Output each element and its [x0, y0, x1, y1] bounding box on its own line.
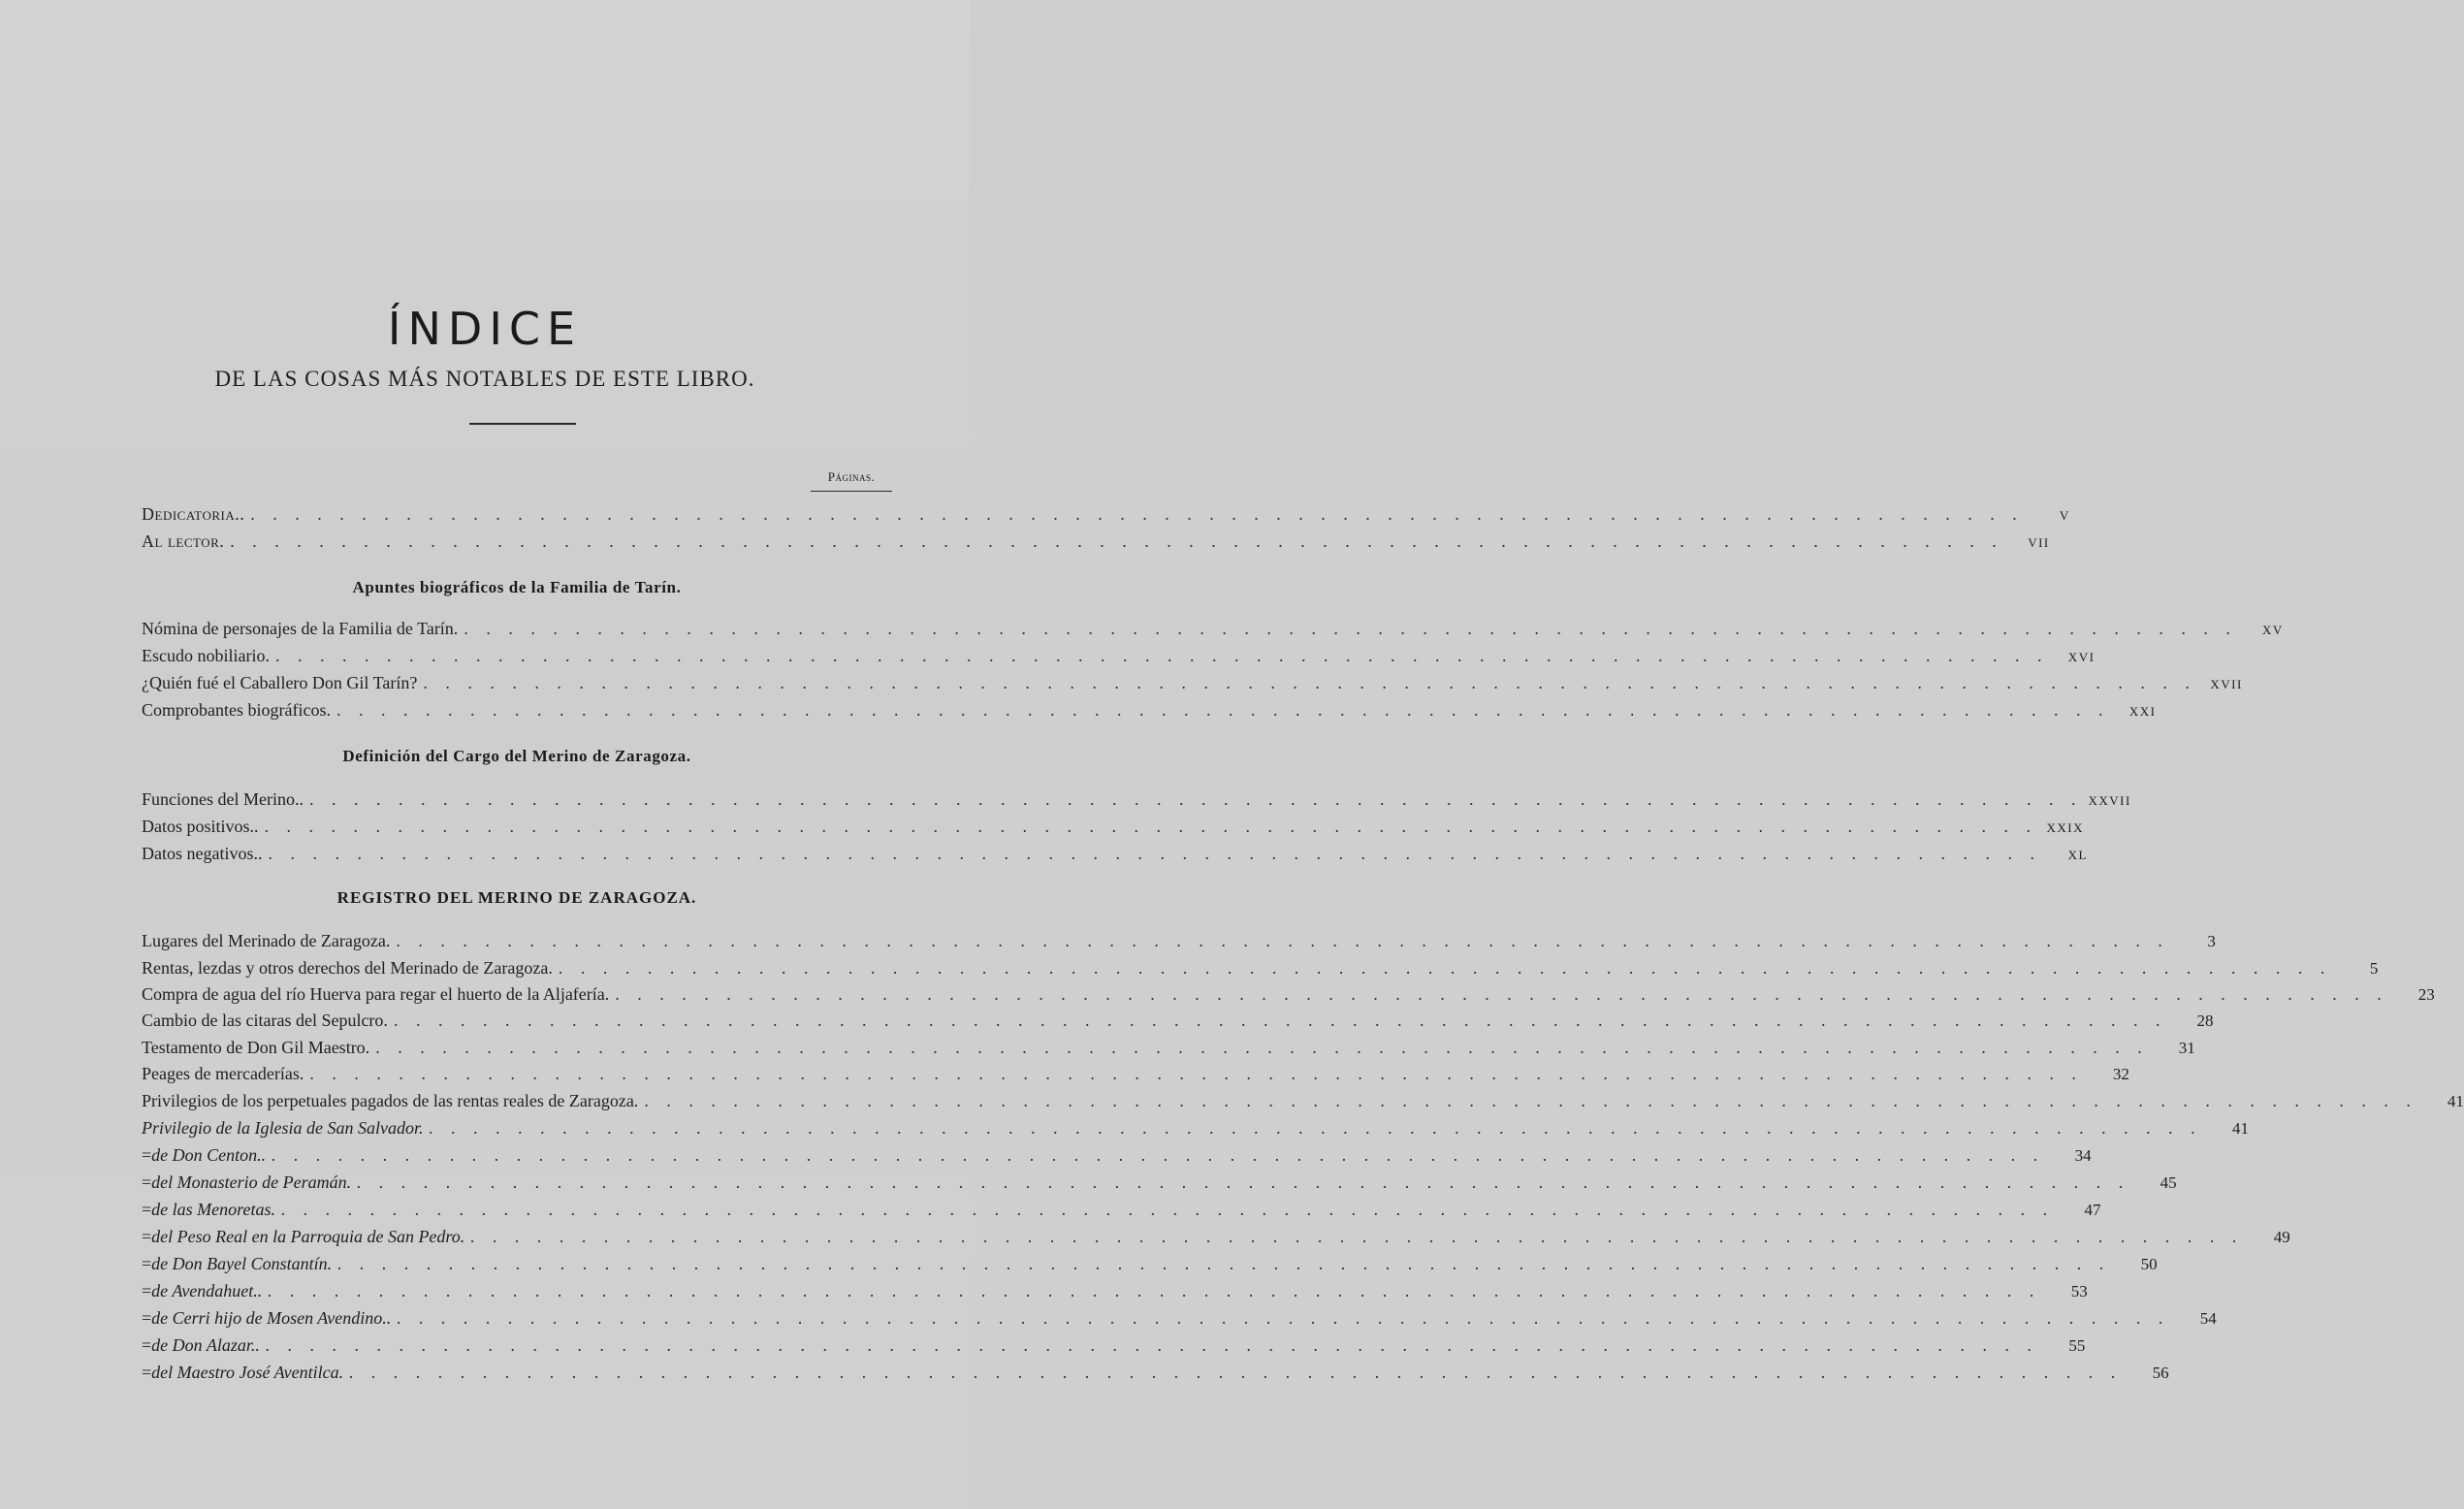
entry-title: Cambio de las citaras del Sepulcro. [142, 1011, 388, 1030]
entry-title: de Don Bayel Constantín. [151, 1254, 333, 1273]
toc-entry [142, 673, 2243, 698]
toc-entry [142, 646, 2096, 671]
page-title: ÍNDICE [387, 303, 583, 355]
entry-page: XXI [2128, 704, 2157, 719]
dot-leader: . . . . . . . . . . . . . . . . . . . . . . . . . . . . . . . . . . . . . . . . . . . . . . . . . . . . . . . . . . . . . . . . . . . . . . . . . . . . . . . . [250, 504, 2024, 524]
dot-leader: . . . . . . . . . . . . . . . . . . . . . . . . . . . . . . . . . . . . . . . . . . . . . . . . . . . . . . . . . . . . . . . . . . . . . . . . . . . . . . . . [272, 1145, 2045, 1165]
dot-leader: . . . . . . . . . . . . . . . . . . . . . . . . . . . . . . . . . . . . . . . . . . . . . . . . . . . . . . . . . . . . . . . . . . . . . . . . . . . . . . . . [393, 1011, 2167, 1030]
toc-entry [142, 1011, 2214, 1036]
entry-page: 47 [2084, 1201, 2101, 1219]
dot-leader: . . . . . . . . . . . . . . . . . . . . . . . . . . . . . . . . . . . . . . . . . . . . . . . . . . . . . . . . . . . . . . . . . . . . . . . . . . . . . . . . [470, 1227, 2244, 1246]
ditto-mark: = [142, 1227, 152, 1246]
dot-leader: . . . . . . . . . . . . . . . . . . . . . . . . . . . . . . . . . . . . . . . . . . . . . . . . . . . . . . . . . . . . . . . . . . . . . . . . . . . . . . . . [337, 1254, 2111, 1273]
dot-leader: . . . . . . . . . . . . . . . . . . . . . . . . . . . . . . . . . . . . . . . . . . . . . . . . . . . . . . . . . . . . . . . . . . . . . . . . . . . . . . . . [280, 1200, 2055, 1219]
ditto-mark: = [142, 1200, 152, 1219]
entry-title: de Don Alazar.. [151, 1335, 260, 1355]
entry-page: V [2059, 508, 2070, 523]
dot-leader: . . . . . . . . . . . . . . . . . . . . . . . . . . . . . . . . . . . . . . . . . . . . . . . . . . . . . . . . . . . . . . . . . . . . . . . . . . . . . . . . [268, 1281, 2041, 1300]
toc-entry [142, 789, 2131, 815]
toc-entry [142, 619, 2284, 644]
toc-entry [142, 931, 2216, 956]
dot-leader: . . . . . . . . . . . . . . . . . . . . . . . . . . . . . . . . . . . . . . . . . . . . . . . . . . . . . . . . . . . . . . . . . . . . . . . . . . . . . . . . [349, 1363, 2123, 1382]
toc-entry [142, 1064, 2129, 1089]
ditto-mark: = [142, 1308, 152, 1328]
pages-column-header: Páginas. [811, 469, 892, 492]
dot-leader: . . . . . . . . . . . . . . . . . . . . . . . . . . . . . . . . . . . . . . . . . . . . . . . . . . . . . . . . . . . . . . . . . . . . . . . . . . . . . . . . [558, 958, 2332, 978]
dot-leader: . . . . . . . . . . . . . . . . . . . . . . . . . . . . . . . . . . . . . . . . . . . . . . . . . . . . . . . . . . . . . . . . . . . . . . . . . . . . . . . . [464, 619, 2237, 638]
entry-title: Datos positivos.. [142, 817, 259, 836]
entry-title: del Monasterio de Peramán. [151, 1172, 352, 1192]
dot-leader: . . . . . . . . . . . . . . . . . . . . . . . . . . . . . . . . . . . . . . . . . . . . . . . . . . . . . . . . . . . . . . . . . . . . . . . . . . . . . . . . [397, 1308, 2170, 1328]
ditto-mark: = [142, 1172, 152, 1192]
entry-page: 5 [2369, 959, 2379, 978]
toc-entry [142, 1172, 2177, 1198]
entry-page: 23 [2417, 985, 2435, 1004]
entry-title: Dedicatoria.. [142, 504, 245, 524]
dot-leader: . . . . . . . . . . . . . . . . . . . . . . . . . . . . . . . . . . . . . . . . . . . . . . . . . . . . . . . . . . . . . . . . . . . . . . . . . . . . . . . . [308, 789, 2083, 809]
entry-title: Rentas, lezdas y otros derechos del Merinado de Zaragoza. [142, 958, 553, 978]
toc-entry [142, 1363, 2169, 1388]
entry-page: XV [2262, 623, 2284, 637]
dot-leader: . . . . . . . . . . . . . . . . . . . . . . . . . . . . . . . . . . . . . . . . . . . . . . . . . . . . . . . . . . . . . . . . . . . . . . . . . . . . . . . . [265, 1335, 2039, 1355]
dot-leader: . . . . . . . . . . . . . . . . . . . . . . . . . . . . . . . . . . . . . . . . . . . . . . . . . . . . . . . . . . . . . . . . . . . . . . . . . . . . . . . . [396, 931, 2169, 950]
dot-leader: . . . . . . . . . . . . . . . . . . . . . . . . . . . . . . . . . . . . . . . . . . . . . . . . . . . . . . . . . . . . . . . . . . . . . . . . . . . . . . . . [309, 1064, 2083, 1083]
toc-entry [142, 844, 2088, 869]
dot-leader: . . . . . . . . . . . . . . . . . . . . . . . . . . . . . . . . . . . . . . . . . . . . . . . . . . . . . . . . . . . . . . . . . . . . . . . . . . . . . . . . [230, 531, 2003, 551]
entry-title: Privilegios de los perpetuales pagados de las rentas reales de Zaragoza. [142, 1091, 639, 1110]
dot-leader: . . . . . . . . . . . . . . . . . . . . . . . . . . . . . . . . . . . . . . . . . . . . . . . . . . . . . . . . . . . . . . . . . . . . . . . . . . . . . . . . [375, 1038, 2149, 1057]
toc-entry [142, 1308, 2217, 1333]
entry-title: Compra de agua del río Huerva para regar el huerto de la Aljafería. [142, 984, 610, 1004]
toc-entry [142, 984, 2435, 1010]
entry-title: Al lector. [142, 531, 225, 551]
entry-page: XXVII [2088, 793, 2131, 808]
dot-leader: . . . . . . . . . . . . . . . . . . . . . . . . . . . . . . . . . . . . . . . . . . . . . . . . . . . . . . . . . . . . . . . . . . . . . . . . . . . . . . . . [274, 646, 2049, 665]
entry-page: VII [2028, 535, 2050, 550]
entry-page: XL [2067, 848, 2088, 862]
ditto-mark: = [142, 1335, 152, 1355]
entry-page: 28 [2196, 1011, 2214, 1030]
toc-entry [142, 1091, 2464, 1116]
entry-title: Escudo nobiliario. [142, 646, 270, 665]
entry-title: de Avendahuet.. [151, 1281, 263, 1300]
entry-page: 41 [2231, 1119, 2249, 1138]
entry-page: 53 [2070, 1282, 2088, 1300]
entry-title: del Maestro José Aventilca. [151, 1363, 344, 1382]
entry-title: de Cerri hijo de Mosen Avendino.. [151, 1308, 392, 1328]
section-heading: Definición del Cargo del Merino de Zaragoza. [342, 747, 691, 765]
section-heading: REGISTRO DEL MERINO DE ZARAGOZA. [336, 888, 697, 907]
ditto-mark: = [142, 1281, 152, 1300]
entry-title: Comprobantes biográficos. [142, 700, 331, 720]
toc-entry [142, 1118, 2249, 1143]
dot-leader: . . . . . . . . . . . . . . . . . . . . . . . . . . . . . . . . . . . . . . . . . . . . . . . . . . . . . . . . . . . . . . . . . . . . . . . . . . . . . . . . [429, 1118, 2202, 1138]
dot-leader: . . . . . . . . . . . . . . . . . . . . . . . . . . . . . . . . . . . . . . . . . . . . . . . . . . . . . . . . . . . . . . . . . . . . . . . . . . . . . . . . [615, 984, 2388, 1004]
entry-page: 31 [2178, 1039, 2195, 1057]
section-heading: Apuntes biográficos de la Familia de Tarín. [352, 578, 682, 596]
entry-title: Funciones del Merino.. [142, 789, 304, 809]
entry-title: ¿Quién fué el Caballero Don Gil Tarín? [142, 673, 418, 692]
entry-title: Nómina de personajes de la Familia de Tarín. [142, 619, 459, 638]
entry-title: del Peso Real en la Parroquia de San Pedro. [151, 1227, 465, 1246]
toc-entry [142, 1200, 2101, 1225]
toc-entry [142, 1335, 2086, 1361]
entry-page: 32 [2112, 1065, 2129, 1083]
entry-page: XVII [2210, 677, 2243, 691]
entry-page: XVI [2067, 650, 2096, 664]
entry-page: 3 [2207, 932, 2216, 950]
entry-page: 41 [2447, 1092, 2464, 1110]
dot-leader: . . . . . . . . . . . . . . . . . . . . . . . . . . . . . . . . . . . . . . . . . . . . . . . . . . . . . . . . . . . . . . . . . . . . . . . . . . . . . . . . [423, 673, 2196, 692]
dot-leader: . . . . . . . . . . . . . . . . . . . . . . . . . . . . . . . . . . . . . . . . . . . . . . . . . . . . . . . . . . . . . . . . . . . . . . . . . . . . . . . . [336, 700, 2110, 720]
dot-leader: . . . . . . . . . . . . . . . . . . . . . . . . . . . . . . . . . . . . . . . . . . . . . . . . . . . . . . . . . . . . . . . . . . . . . . . . . . . . . . . . [644, 1091, 2417, 1110]
entry-page: 55 [2068, 1336, 2086, 1355]
entry-title: de Don Centon.. [151, 1145, 267, 1165]
toc-entry [142, 1254, 2158, 1279]
toc-entry [142, 1227, 2290, 1252]
toc-entry [142, 817, 2085, 842]
toc-entry [142, 1038, 2195, 1063]
dot-leader: . . . . . . . . . . . . . . . . . . . . . . . . . . . . . . . . . . . . . . . . . . . . . . . . . . . . . . . . . . . . . . . . . . . . . . . . . . . . . . . . [357, 1172, 2130, 1192]
entry-page: 54 [2199, 1309, 2217, 1328]
entry-title: Testamento de Don Gil Maestro. [142, 1038, 370, 1057]
toc-entry [142, 958, 2379, 983]
ditto-mark: = [142, 1254, 152, 1273]
dot-leader: . . . . . . . . . . . . . . . . . . . . . . . . . . . . . . . . . . . . . . . . . . . . . . . . . . . . . . . . . . . . . . . . . . . . . . . . . . . . . . . . [268, 844, 2041, 863]
title-divider [469, 423, 576, 425]
toc-entry [142, 504, 2070, 530]
toc-entry [142, 531, 2050, 557]
page-subtitle: DE LAS COSAS MÁS NOTABLES DE ESTE LIBRO. [214, 367, 755, 391]
entry-page: 49 [2273, 1228, 2290, 1246]
entry-title: Lugares del Merinado de Zaragoza. [142, 931, 391, 950]
entry-title: Datos negativos.. [142, 844, 263, 863]
entry-page: 50 [2140, 1255, 2158, 1273]
entry-page: XXIX [2046, 820, 2085, 835]
ditto-mark: = [142, 1363, 152, 1382]
toc-entry [142, 700, 2157, 725]
entry-page: 34 [2074, 1146, 2092, 1165]
entry-page: 45 [2160, 1173, 2177, 1192]
toc-entry [142, 1145, 2092, 1171]
dot-leader: . . . . . . . . . . . . . . . . . . . . . . . . . . . . . . . . . . . . . . . . . . . . . . . . . . . . . . . . . . . . . . . . . . . . . . . . . . . . . . . . [264, 817, 2038, 836]
entry-title: de las Menoretas. [151, 1200, 275, 1219]
entry-title: Privilegio de la Iglesia de San Salvador. [142, 1118, 424, 1138]
toc-entry [142, 1281, 2088, 1306]
entry-title: Peages de mercaderías. [142, 1064, 304, 1083]
ditto-mark: = [142, 1145, 152, 1165]
entry-page: 56 [2152, 1364, 2169, 1382]
